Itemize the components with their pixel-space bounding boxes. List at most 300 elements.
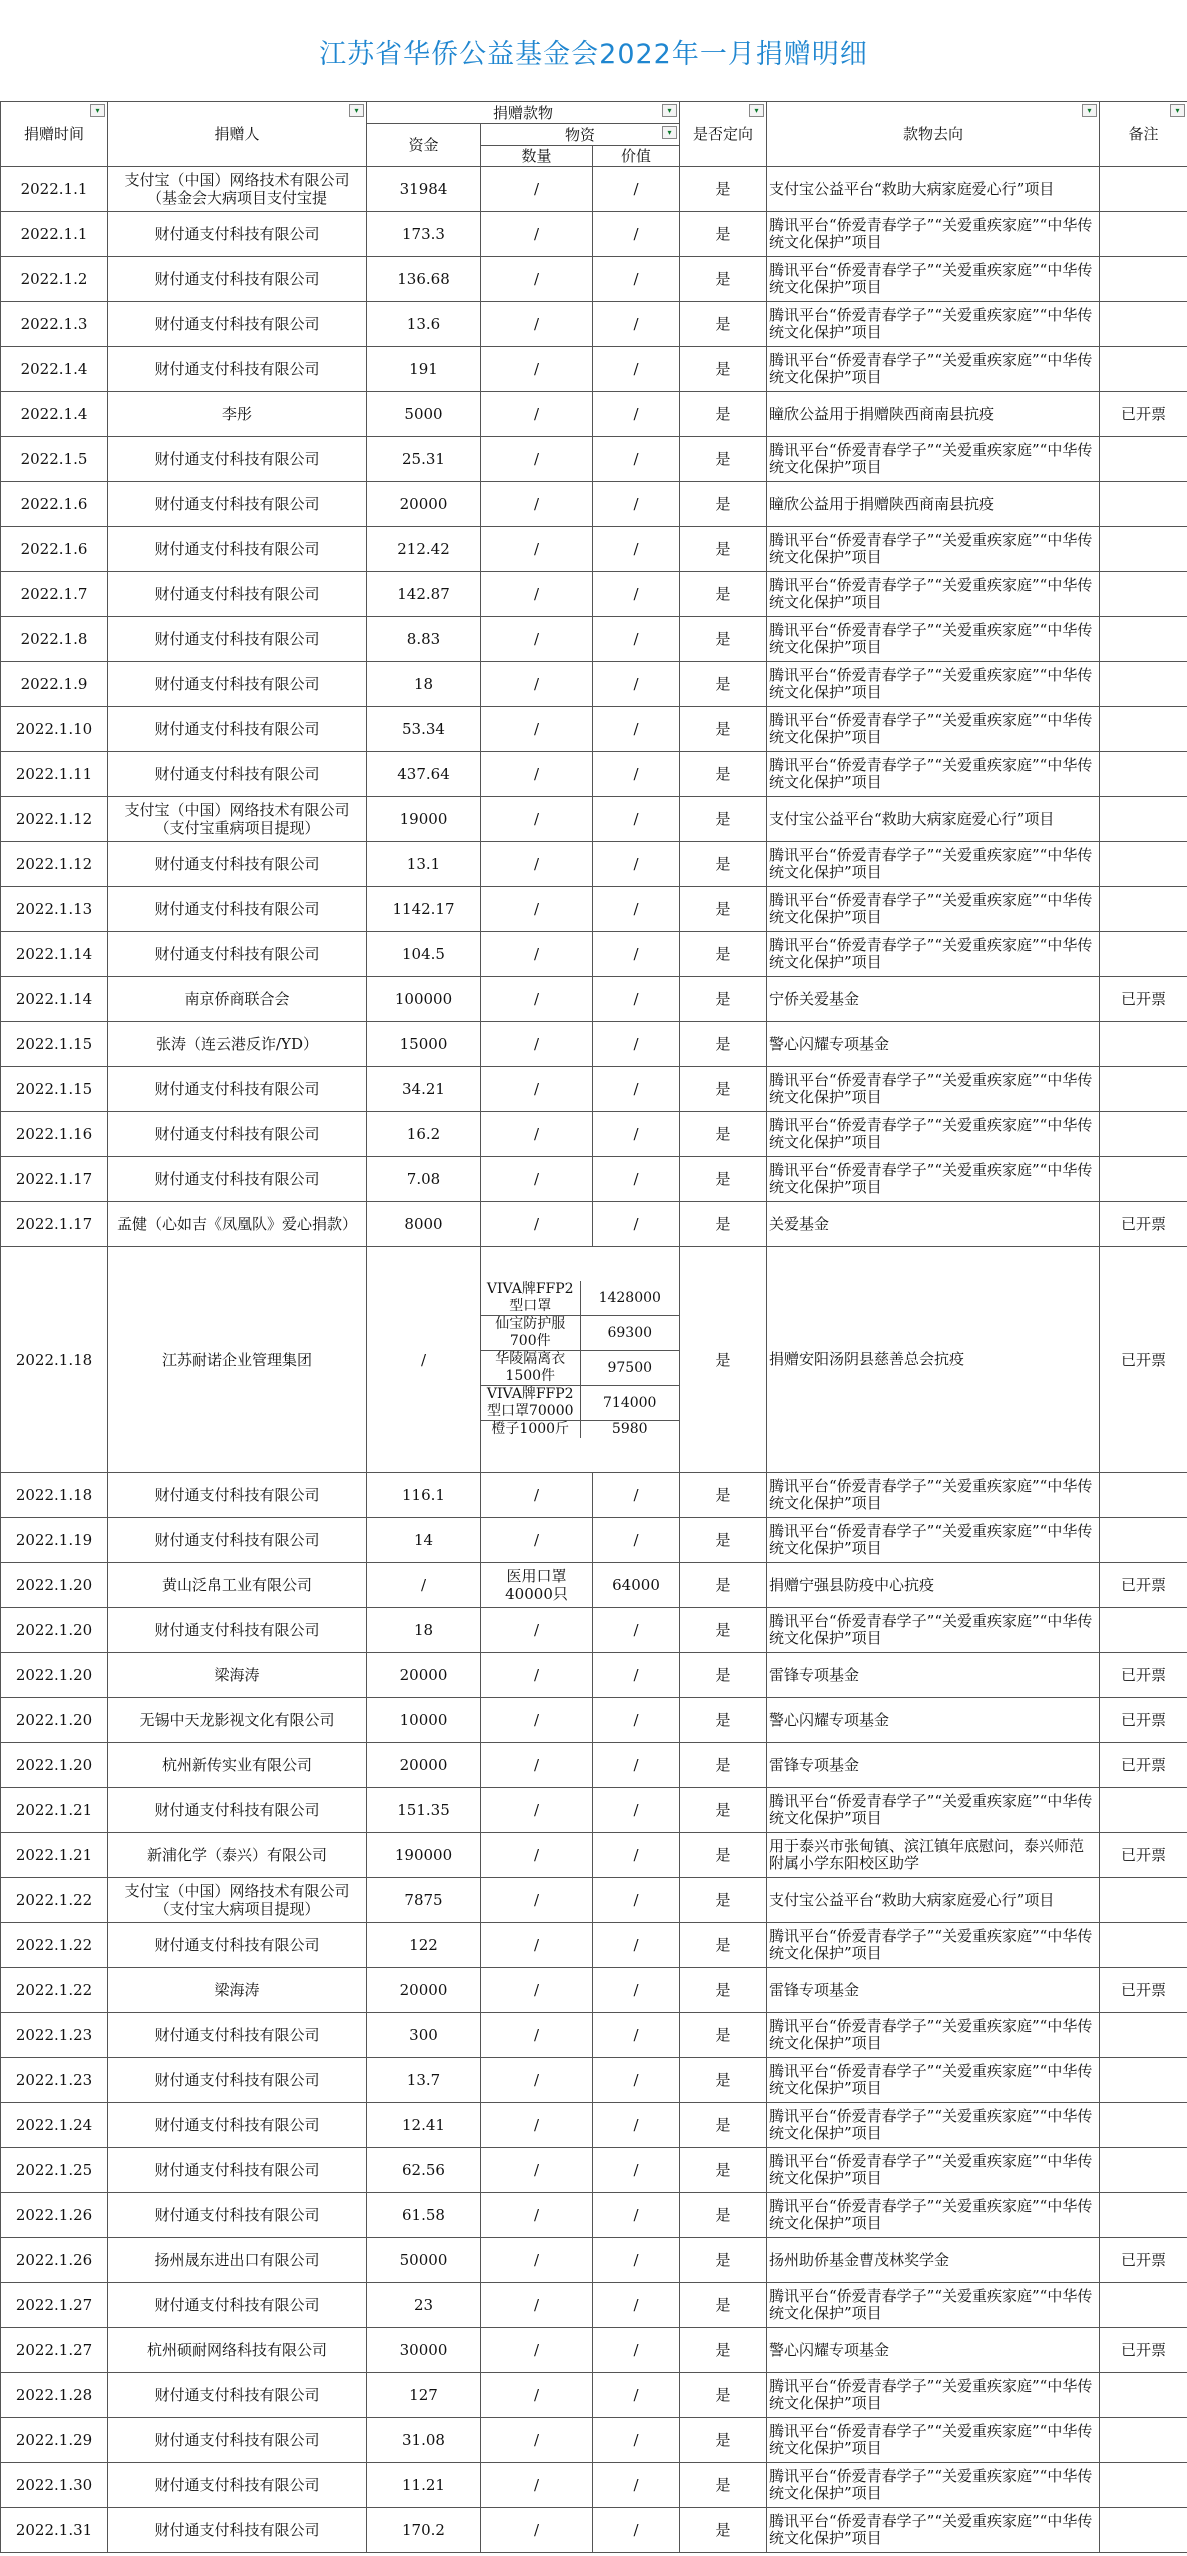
table-row [1,1112,1187,1157]
table-row [1,1608,1187,1653]
filter-dropdown-icon[interactable]: ▾ [662,126,677,139]
donation-time: 2022.1.20 [1,1563,108,1608]
note: 已开票 [1100,2328,1187,2373]
material-qty: / [481,1112,593,1157]
material-value: / [593,2193,680,2238]
fund-amount: 7.08 [367,1157,481,1202]
destination: 腾讯平台“侨爱青春学子”“关爱重疾家庭”“中华传统文化保护”项目 [767,2283,1100,2328]
destination: 瞳欣公益用于捐赠陕西商南县抗疫 [767,482,1100,527]
note [1100,2148,1187,2193]
destination: 雷锋专项基金 [767,1968,1100,2013]
material-qty: / [481,437,593,482]
donor-name: 李彤 [108,392,367,437]
table-row [1,2328,1187,2373]
table-row [1,707,1187,752]
destination: 腾讯平台“侨爱青春学子”“关爱重疾家庭”“中华传统文化保护”项目 [767,662,1100,707]
donation-time: 2022.1.4 [1,392,108,437]
material-value: / [593,302,680,347]
material-value: / [593,707,680,752]
destination: 腾讯平台“侨爱青春学子”“关爱重疾家庭”“中华传统文化保护”项目 [767,257,1100,302]
table-row [1,1743,1187,1788]
material-value: / [593,1202,680,1247]
material-value: / [593,212,680,257]
note [1100,1112,1187,1157]
header-material: 物资 ▾ [481,124,680,146]
table-row [1,1022,1187,1067]
fund-amount: 13.7 [367,2058,481,2103]
material-qty: / [481,662,593,707]
donation-time: 2022.1.20 [1,1743,108,1788]
table-row [1,1518,1187,1563]
fund-amount: 30000 [367,2328,481,2373]
donation-time: 2022.1.1 [1,167,108,212]
fund-amount: 34.21 [367,1067,481,1112]
donor-name: 财付通支付科技有限公司 [108,2193,367,2238]
donation-time: 2022.1.2 [1,257,108,302]
is-directed: 是 [680,797,767,842]
fund-amount: 191 [367,347,481,392]
table-row [1,302,1187,347]
note [1100,1518,1187,1563]
donor-name: 财付通支付科技有限公司 [108,617,367,662]
header-time: 捐赠时间 ▾ [1,102,108,167]
note: 已开票 [1100,1743,1187,1788]
is-directed: 是 [680,302,767,347]
donation-time: 2022.1.17 [1,1202,108,1247]
donation-time: 2022.1.21 [1,1788,108,1833]
donor-name: 孟健（心如吉《凤凰队》爱心捐款） [108,1202,367,1247]
is-directed: 是 [680,347,767,392]
material-qty: / [481,1833,593,1878]
note: 已开票 [1100,2238,1187,2283]
table-row [1,212,1187,257]
donation-time: 2022.1.24 [1,2103,108,2148]
destination: 腾讯平台“侨爱青春学子”“关爱重疾家庭”“中华传统文化保护”项目 [767,2103,1100,2148]
material-qty: / [481,1788,593,1833]
filter-dropdown-icon[interactable]: ▾ [1082,104,1097,117]
table-row [1,1968,1187,2013]
destination: 腾讯平台“侨爱青春学子”“关爱重疾家庭”“中华传统文化保护”项目 [767,1157,1100,1202]
material-qty: / [481,2058,593,2103]
donation-time: 2022.1.18 [1,1473,108,1518]
note [1100,437,1187,482]
material-qty: / [481,2238,593,2283]
destination: 腾讯平台“侨爱青春学子”“关爱重疾家庭”“中华传统文化保护”项目 [767,437,1100,482]
donation-time: 2022.1.20 [1,1653,108,1698]
donor-name: 财付通支付科技有限公司 [108,212,367,257]
material-qty: / [481,1698,593,1743]
is-directed: 是 [680,2328,767,2373]
donation-time: 2022.1.23 [1,2013,108,2058]
note [1100,842,1187,887]
material-qty: 华陵隔离衣1500件 [481,1351,580,1386]
destination: 腾讯平台“侨爱青春学子”“关爱重疾家庭”“中华传统文化保护”项目 [767,1518,1100,1563]
table-row [1,662,1187,707]
table-row [1,2508,1187,2553]
destination: 腾讯平台“侨爱青春学子”“关爱重疾家庭”“中华传统文化保护”项目 [767,1608,1100,1653]
is-directed: 是 [680,2238,767,2283]
fund-amount: 31984 [367,167,481,212]
destination: 腾讯平台“侨爱青春学子”“关爱重疾家庭”“中华传统文化保护”项目 [767,1112,1100,1157]
destination: 腾讯平台“侨爱青春学子”“关爱重疾家庭”“中华传统文化保护”项目 [767,2508,1100,2553]
filter-dropdown-icon[interactable]: ▾ [90,104,105,117]
material-qty: / [481,1473,593,1518]
fund-amount: 127 [367,2373,481,2418]
table-row [1,2193,1187,2238]
donation-time: 2022.1.6 [1,527,108,572]
note: 已开票 [1100,1202,1187,1247]
donation-time: 2022.1.30 [1,2463,108,2508]
table-row [1,752,1187,797]
material-qty: / [481,932,593,977]
note: 已开票 [1100,1968,1187,2013]
filter-dropdown-icon[interactable]: ▾ [1170,104,1185,117]
material-qty: 医用口罩40000只 [481,1563,593,1608]
destination: 腾讯平台“侨爱青春学子”“关爱重疾家庭”“中华传统文化保护”项目 [767,1923,1100,1968]
destination: 捐赠安阳汤阴县慈善总会抗疫 [767,1247,1100,1473]
fund-amount: 7875 [367,1878,481,1923]
donation-time: 2022.1.6 [1,482,108,527]
destination: 警心闪耀专项基金 [767,1022,1100,1067]
donation-time: 2022.1.10 [1,707,108,752]
material-qty: / [481,2013,593,2058]
destination: 腾讯平台“侨爱青春学子”“关爱重疾家庭”“中华传统文化保护”项目 [767,707,1100,752]
table-row [1,1788,1187,1833]
material-qty: / [481,2193,593,2238]
table-row [1,2418,1187,2463]
material-value: / [593,1157,680,1202]
table-row [1,167,1187,212]
fund-amount: 13.6 [367,302,481,347]
note: 已开票 [1100,1698,1187,1743]
is-directed: 是 [680,2013,767,2058]
material-value: 714000 [580,1386,679,1421]
fund-amount: 23 [367,2283,481,2328]
destination: 腾讯平台“侨爱青春学子”“关爱重疾家庭”“中华传统文化保护”项目 [767,347,1100,392]
donor-name: 支付宝（中国）网络技术有限公司（支付宝重病项目提现） [108,797,367,842]
table-row [1,347,1187,392]
is-directed: 是 [680,1923,767,1968]
is-directed: 是 [680,1968,767,2013]
table-row [1,2013,1187,2058]
header-goods-group: 捐赠款物 ▾ [367,102,680,124]
table-row [1,797,1187,842]
material-qty: / [481,887,593,932]
donation-time: 2022.1.28 [1,2373,108,2418]
donor-name: 杭州新传实业有限公司 [108,1743,367,1788]
material-item-row [481,1281,679,1316]
is-directed: 是 [680,2463,767,2508]
donor-name: 张涛（连云港反诈/YD） [108,1022,367,1067]
fund-amount: 1142.17 [367,887,481,932]
donation-time: 2022.1.19 [1,1518,108,1563]
fund-amount: 100000 [367,977,481,1022]
donation-time: 2022.1.22 [1,1923,108,1968]
note: 已开票 [1100,1247,1187,1473]
donor-name: 财付通支付科技有限公司 [108,347,367,392]
note [1100,617,1187,662]
fund-amount: 61.58 [367,2193,481,2238]
is-directed: 是 [680,2508,767,2553]
donor-name: 财付通支付科技有限公司 [108,842,367,887]
filter-dropdown-icon[interactable]: ▾ [349,104,364,117]
destination: 腾讯平台“侨爱青春学子”“关爱重疾家庭”“中华传统文化保护”项目 [767,842,1100,887]
donor-name: 梁海涛 [108,1653,367,1698]
is-directed: 是 [680,1878,767,1923]
note [1100,2508,1187,2553]
fund-amount: 122 [367,1923,481,1968]
material-value: / [593,1833,680,1878]
note: 已开票 [1100,392,1187,437]
destination: 支付宝公益平台“救助大病家庭爱心行”项目 [767,167,1100,212]
destination: 腾讯平台“侨爱青春学子”“关爱重疾家庭”“中华传统文化保护”项目 [767,212,1100,257]
is-directed: 是 [680,392,767,437]
material-value: / [593,2418,680,2463]
is-directed: 是 [680,2418,767,2463]
material-qty: / [481,2283,593,2328]
is-directed: 是 [680,932,767,977]
destination: 支付宝公益平台“救助大病家庭爱心行”项目 [767,797,1100,842]
destination: 腾讯平台“侨爱青春学子”“关爱重疾家庭”“中华传统文化保护”项目 [767,2463,1100,2508]
material-value: / [593,2103,680,2148]
fund-amount: 19000 [367,797,481,842]
destination: 捐赠宁强县防疫中心抗疫 [767,1563,1100,1608]
table-row [1,1563,1187,1608]
is-directed: 是 [680,2148,767,2193]
note [1100,1878,1187,1923]
is-directed: 是 [680,1563,767,1608]
material-value: 64000 [593,1563,680,1608]
donation-time: 2022.1.27 [1,2328,108,2373]
filter-dropdown-icon[interactable]: ▾ [662,104,677,117]
material-qty: / [481,1067,593,1112]
fund-amount: 300 [367,2013,481,2058]
table-row [1,527,1187,572]
material-qty: / [481,1968,593,2013]
material-qty: / [481,392,593,437]
material-item-row [481,1421,679,1439]
material-qty: / [481,527,593,572]
material-value: / [593,662,680,707]
table-row [1,1923,1187,1968]
destination: 腾讯平台“侨爱青春学子”“关爱重疾家庭”“中华传统文化保护”项目 [767,932,1100,977]
material-value: / [593,257,680,302]
donation-time: 2022.1.14 [1,977,108,1022]
donor-name: 财付通支付科技有限公司 [108,2463,367,2508]
donor-name: 财付通支付科技有限公司 [108,482,367,527]
is-directed: 是 [680,482,767,527]
note [1100,1473,1187,1518]
material-qty: 仙宝防护服700件 [481,1316,580,1351]
is-directed: 是 [680,437,767,482]
material-qty: / [481,797,593,842]
material-qty: / [481,707,593,752]
destination: 雷锋专项基金 [767,1743,1100,1788]
material-item-row [481,1351,679,1386]
donation-time: 2022.1.15 [1,1067,108,1112]
material-qty: / [481,212,593,257]
material-qty: / [481,167,593,212]
fund-amount: 25.31 [367,437,481,482]
material-value: / [593,887,680,932]
donation-time: 2022.1.17 [1,1157,108,1202]
table-row [1,977,1187,1022]
fund-amount: 20000 [367,1743,481,1788]
donor-name: 南京侨商联合会 [108,977,367,1022]
note [1100,347,1187,392]
note [1100,2058,1187,2103]
table-row [1,2148,1187,2193]
donor-name: 杭州硕耐网络科技有限公司 [108,2328,367,2373]
table-row [1,1157,1187,1202]
note [1100,1923,1187,1968]
is-directed: 是 [680,1202,767,1247]
destination: 腾讯平台“侨爱青春学子”“关爱重疾家庭”“中华传统文化保护”项目 [767,2418,1100,2463]
donation-time: 2022.1.4 [1,347,108,392]
material-value: / [593,437,680,482]
fund-amount: 116.1 [367,1473,481,1518]
material-value: / [593,2373,680,2418]
table-row [1,392,1187,437]
note [1100,797,1187,842]
donation-time: 2022.1.9 [1,662,108,707]
material-qty: 橙子1000斤 [481,1421,580,1439]
donation-time: 2022.1.15 [1,1022,108,1067]
note [1100,2013,1187,2058]
donation-time: 2022.1.21 [1,1833,108,1878]
note [1100,302,1187,347]
material-value: / [593,1788,680,1833]
note [1100,1067,1187,1112]
material-value: / [593,1743,680,1788]
fund-amount: 62.56 [367,2148,481,2193]
is-directed: 是 [680,752,767,797]
donor-name: 梁海涛 [108,1968,367,2013]
note [1100,2373,1187,2418]
material-value: / [593,1923,680,1968]
donor-name: 财付通支付科技有限公司 [108,1608,367,1653]
material-qty: / [481,2373,593,2418]
note [1100,257,1187,302]
material-qty: / [481,1202,593,1247]
material-qty: / [481,752,593,797]
destination: 腾讯平台“侨爱青春学子”“关爱重疾家庭”“中华传统文化保护”项目 [767,1473,1100,1518]
material-value: / [593,2148,680,2193]
is-directed: 是 [680,167,767,212]
destination: 腾讯平台“侨爱青春学子”“关爱重疾家庭”“中华传统文化保护”项目 [767,572,1100,617]
destination: 腾讯平台“侨爱青春学子”“关爱重疾家庭”“中华传统文化保护”项目 [767,2013,1100,2058]
material-value: / [593,2238,680,2283]
material-value: / [593,1473,680,1518]
material-qty: / [481,2463,593,2508]
header-fund: 资金 [367,124,481,167]
material-qty: / [481,1157,593,1202]
table-row [1,2373,1187,2418]
destination: 瞳欣公益用于捐赠陕西商南县抗疫 [767,392,1100,437]
table-row [1,572,1187,617]
destination: 腾讯平台“侨爱青春学子”“关爱重疾家庭”“中华传统文化保护”项目 [767,887,1100,932]
material-qty: / [481,842,593,887]
donor-name: 财付通支付科技有限公司 [108,437,367,482]
note [1100,1608,1187,1653]
header-destination: 款物去向 ▾ [767,102,1100,167]
note [1100,2283,1187,2328]
note: 已开票 [1100,1563,1187,1608]
table-row [1,482,1187,527]
table-row [1,1653,1187,1698]
material-value: / [593,2058,680,2103]
header-note: 备注 ▾ [1100,102,1187,167]
donation-time: 2022.1.26 [1,2193,108,2238]
is-directed: 是 [680,2058,767,2103]
destination: 警心闪耀专项基金 [767,1698,1100,1743]
destination: 宁侨关爱基金 [767,977,1100,1022]
material-qty: / [481,2418,593,2463]
filter-dropdown-icon[interactable]: ▾ [749,104,764,117]
material-value: / [593,347,680,392]
donor-name: 新浦化学（泰兴）有限公司 [108,1833,367,1878]
note [1100,1788,1187,1833]
destination: 腾讯平台“侨爱青春学子”“关爱重疾家庭”“中华传统文化保护”项目 [767,2058,1100,2103]
material-qty: / [481,617,593,662]
donation-table [0,101,1187,2553]
material-qty: / [481,482,593,527]
table-row [1,1067,1187,1112]
fund-amount: 15000 [367,1022,481,1067]
donor-name: 财付通支付科技有限公司 [108,2058,367,2103]
donation-time: 2022.1.22 [1,1878,108,1923]
table-row [1,2058,1187,2103]
donation-time: 2022.1.27 [1,2283,108,2328]
is-directed: 是 [680,1608,767,1653]
is-directed: 是 [680,2283,767,2328]
material-value: / [593,392,680,437]
destination: 腾讯平台“侨爱青春学子”“关爱重疾家庭”“中华传统文化保护”项目 [767,1067,1100,1112]
is-directed: 是 [680,1788,767,1833]
note [1100,2103,1187,2148]
donor-name: 财付通支付科技有限公司 [108,932,367,977]
fund-amount: 20000 [367,1968,481,2013]
is-directed: 是 [680,977,767,1022]
material-qty: / [481,572,593,617]
is-directed: 是 [680,257,767,302]
donor-name: 支付宝（中国）网络技术有限公司（支付宝大病项目提现） [108,1878,367,1923]
material-value: / [593,167,680,212]
is-directed: 是 [680,1653,767,1698]
is-directed: 是 [680,1022,767,1067]
is-directed: 是 [680,842,767,887]
destination: 腾讯平台“侨爱青春学子”“关爱重疾家庭”“中华传统文化保护”项目 [767,2148,1100,2193]
donation-time: 2022.1.12 [1,797,108,842]
material-qty: / [481,302,593,347]
material-value: / [593,977,680,1022]
donor-name: 财付通支付科技有限公司 [108,662,367,707]
material-value: / [593,482,680,527]
donor-name: 无锡中天龙影视文化有限公司 [108,1698,367,1743]
fund-amount: 151.35 [367,1788,481,1833]
fund-amount: 16.2 [367,1112,481,1157]
fund-amount: 53.34 [367,707,481,752]
note [1100,527,1187,572]
destination: 腾讯平台“侨爱青春学子”“关爱重疾家庭”“中华传统文化保护”项目 [767,617,1100,662]
donor-name: 财付通支付科技有限公司 [108,1788,367,1833]
material-value: / [593,1878,680,1923]
fund-amount: 190000 [367,1833,481,1878]
note [1100,1022,1187,1067]
header-donor: 捐赠人 ▾ [108,102,367,167]
material-value: / [593,2508,680,2553]
donor-name: 扬州晟东进出口有限公司 [108,2238,367,2283]
